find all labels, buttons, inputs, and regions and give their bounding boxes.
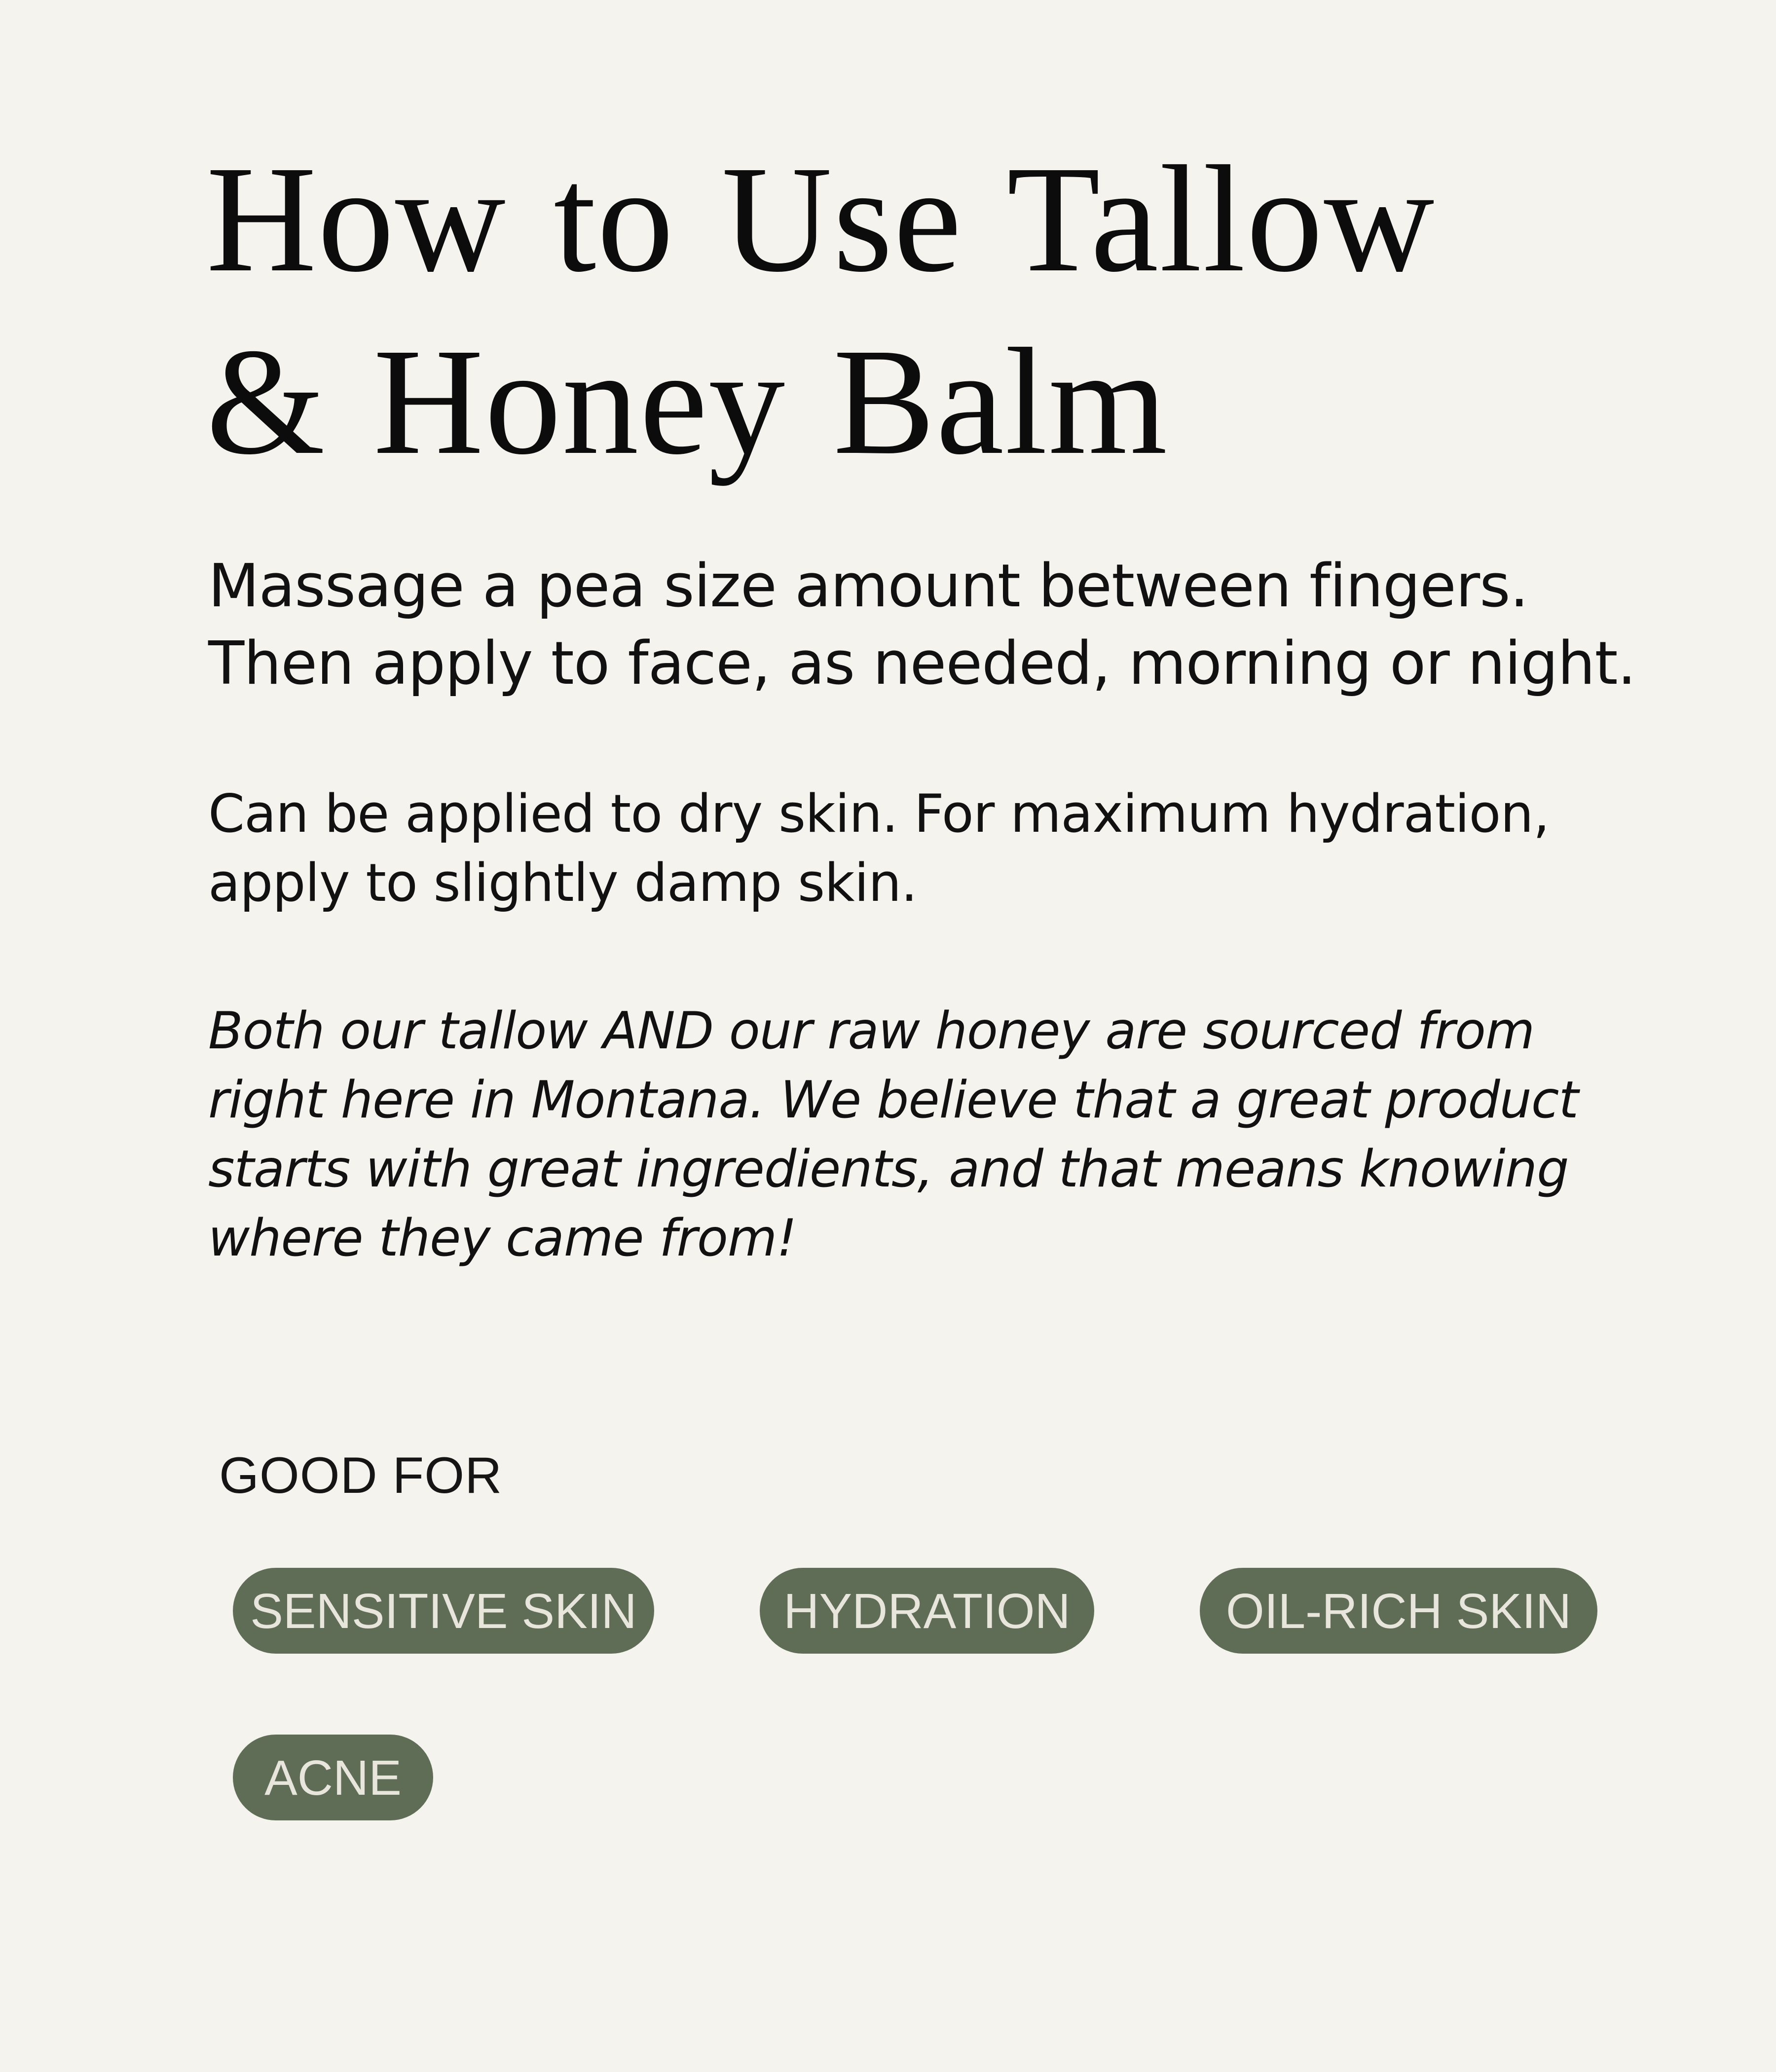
application-note-line-2: apply to slightly damp skin. [208,852,917,913]
usage-instructions [208,548,1659,703]
sourcing-note-line-3: starts with great ingredients, and that means knowing [208,1140,1569,1199]
good-for-tag-sensitive-skin: SENSITIVE SKIN [233,1568,654,1654]
page-title-line-1: How to Use Tallow [206,135,1436,304]
page-title [206,128,1686,493]
application-note-line-1: Can be applied to dry skin. For maximum hydration, [208,783,1550,844]
good-for-label: GOOD FOR [219,1447,503,1504]
sourcing-note-line-1: Both our tallow AND our raw honey are sourced from [208,1001,1535,1061]
good-for-tag-oil-rich-skin: OIL-RICH SKIN [1200,1568,1597,1654]
good-for-tag-acne: ACNE [233,1735,433,1820]
sourcing-note-line-4: where they came from! [208,1209,797,1268]
application-note [208,779,1659,918]
usage-instructions-line-1: Massage a pea size amount between fingers. [208,552,1528,621]
good-for-tag-hydration: HYDRATION [760,1568,1094,1654]
sourcing-note-line-2: right here in Montana. We believe that a great product [208,1071,1578,1130]
usage-instructions-line-2: Then apply to face, as needed, morning or night. [208,629,1636,698]
page-title-line-2: & Honey Balm [206,317,1169,486]
sourcing-note [208,997,1659,1273]
